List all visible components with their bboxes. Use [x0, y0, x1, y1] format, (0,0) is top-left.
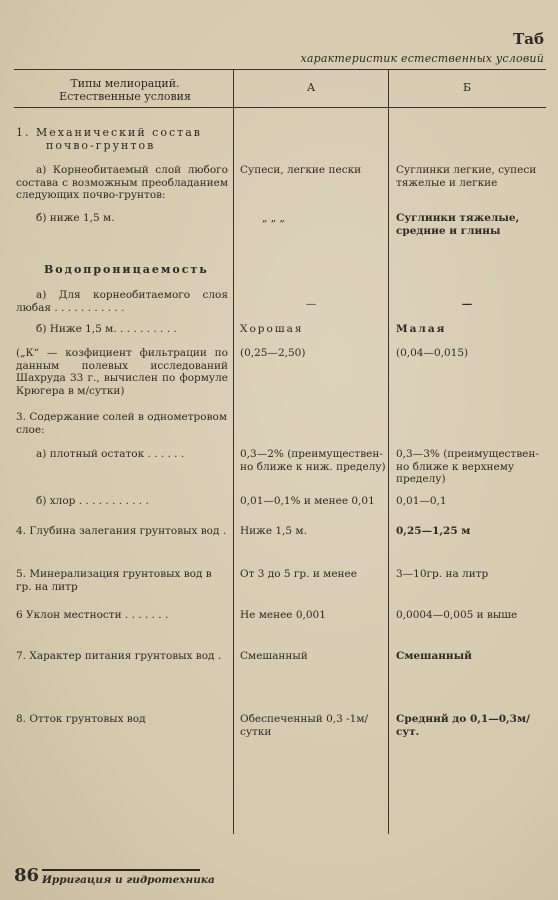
row3b-label: б) хлор . . . . . . . . . . . — [36, 495, 149, 507]
table-top-rule — [14, 69, 546, 70]
row2b-value-a: Хорошая — [240, 323, 304, 335]
row7-label: 7. Характер питания грунтовых вод . — [16, 650, 222, 662]
column-header-b: Б — [462, 81, 472, 94]
row4-value-b: 0,25—1,25 м — [396, 525, 471, 537]
row1b-value-b: Суглинки тяжелые, средние и глины — [396, 212, 520, 237]
row2b-label: б) Ниже 1,5 м. . . . . . . . . . — [36, 323, 177, 335]
column-divider-b — [388, 69, 389, 834]
table-subtitle: характеристик естественных условий — [300, 52, 544, 65]
row1a-value-b: Суглинки легкие, супеси тяжелые и легкие — [396, 164, 537, 189]
row8-value-a: Обеспеченный 0,3 -1м/сутки — [240, 713, 369, 738]
row3a-value-b: 0,3—3% (преимуществен-но ближе к верхнему пределу) — [396, 448, 539, 485]
row6-value-b: 0,0004—0,005 и выше — [396, 609, 518, 621]
row3b-value-b: 0,01—0,1 — [396, 495, 447, 507]
row8-value-b: Средний до 0,1—0,3м/сут. — [396, 713, 530, 738]
row7-value-b: Смешанный — [396, 650, 472, 662]
row5-label: 5. Минерализация грунтовых вод в гр. на литр — [16, 568, 212, 593]
row2-filtration-note: („К“ — козфициент фильтрации по данным полевых исследований Шахруда 33 г., вычислен по формуле Крюгера в м/сутки) — [16, 347, 228, 397]
row1a-label: а) Корнеобитаемый слой любого состава с возможным преобладанием следующих почво-грунтов: — [16, 164, 228, 201]
row2a-value-a: — — [305, 298, 317, 310]
row2-filtration-value-a: (0,25—2,50) — [240, 347, 306, 359]
row1b-value-a: „ „ „ — [262, 212, 285, 224]
footer-rule — [42, 869, 200, 871]
row2-title: Водопроницаемость — [44, 263, 209, 276]
table-header-rule — [14, 107, 546, 108]
row3a-label: а) плотный остаток . . . . . . — [36, 448, 185, 460]
row7-value-a: Смешанный — [240, 650, 308, 662]
row4-label: 4. Глубина залегания грунтовых вод . — [16, 525, 227, 537]
row3b-value-a: 0,01—0,1% и менее 0,01 — [240, 495, 375, 507]
column-header-types-line2: Естественные условия — [59, 90, 191, 103]
row2b-value-b: Малая — [396, 323, 447, 335]
row8-label: 8. Отток грунтовых вод — [16, 713, 146, 725]
row3a-value-a: 0,3—2% (преимуществен-но ближе к ниж. пределу) — [240, 448, 386, 473]
table-title: Таб — [513, 30, 544, 48]
row1-title-line2: почво-грунтов — [46, 139, 156, 152]
row3-title: 3. Содержание солей в однометровом слое: — [16, 411, 227, 436]
row2-filtration-value-b: (0,04—0,015) — [396, 347, 469, 359]
row1-title-line1: 1. Механический состав — [16, 126, 202, 139]
row6-label: 6 Уклон местности . . . . . . . — [16, 609, 169, 621]
row2a-value-b: — — [461, 298, 473, 310]
row1a-value-a: Супеси, легкие пески — [240, 164, 362, 176]
row5-value-a: От 3 до 5 гр. и менее — [240, 568, 357, 580]
page-number: 86 — [14, 865, 40, 886]
column-divider-a — [233, 69, 234, 834]
column-header-a: А — [306, 81, 316, 94]
journal-name: Ирригация и гидротехника — [42, 874, 215, 886]
row2a-label: а) Для корнеобитаемого слоя любая . . . . . . . . . . . — [16, 289, 228, 314]
row1b-label: б) ниже 1,5 м. — [36, 212, 115, 224]
row5-value-b: 3—10гр. на литр — [396, 568, 489, 580]
column-header-types-line1: Типы мелиораций. — [70, 77, 180, 90]
column-header-types — [20, 77, 230, 103]
row6-value-a: Не менее 0,001 — [240, 609, 326, 621]
row4-value-a: Ниже 1,5 м. — [240, 525, 307, 537]
